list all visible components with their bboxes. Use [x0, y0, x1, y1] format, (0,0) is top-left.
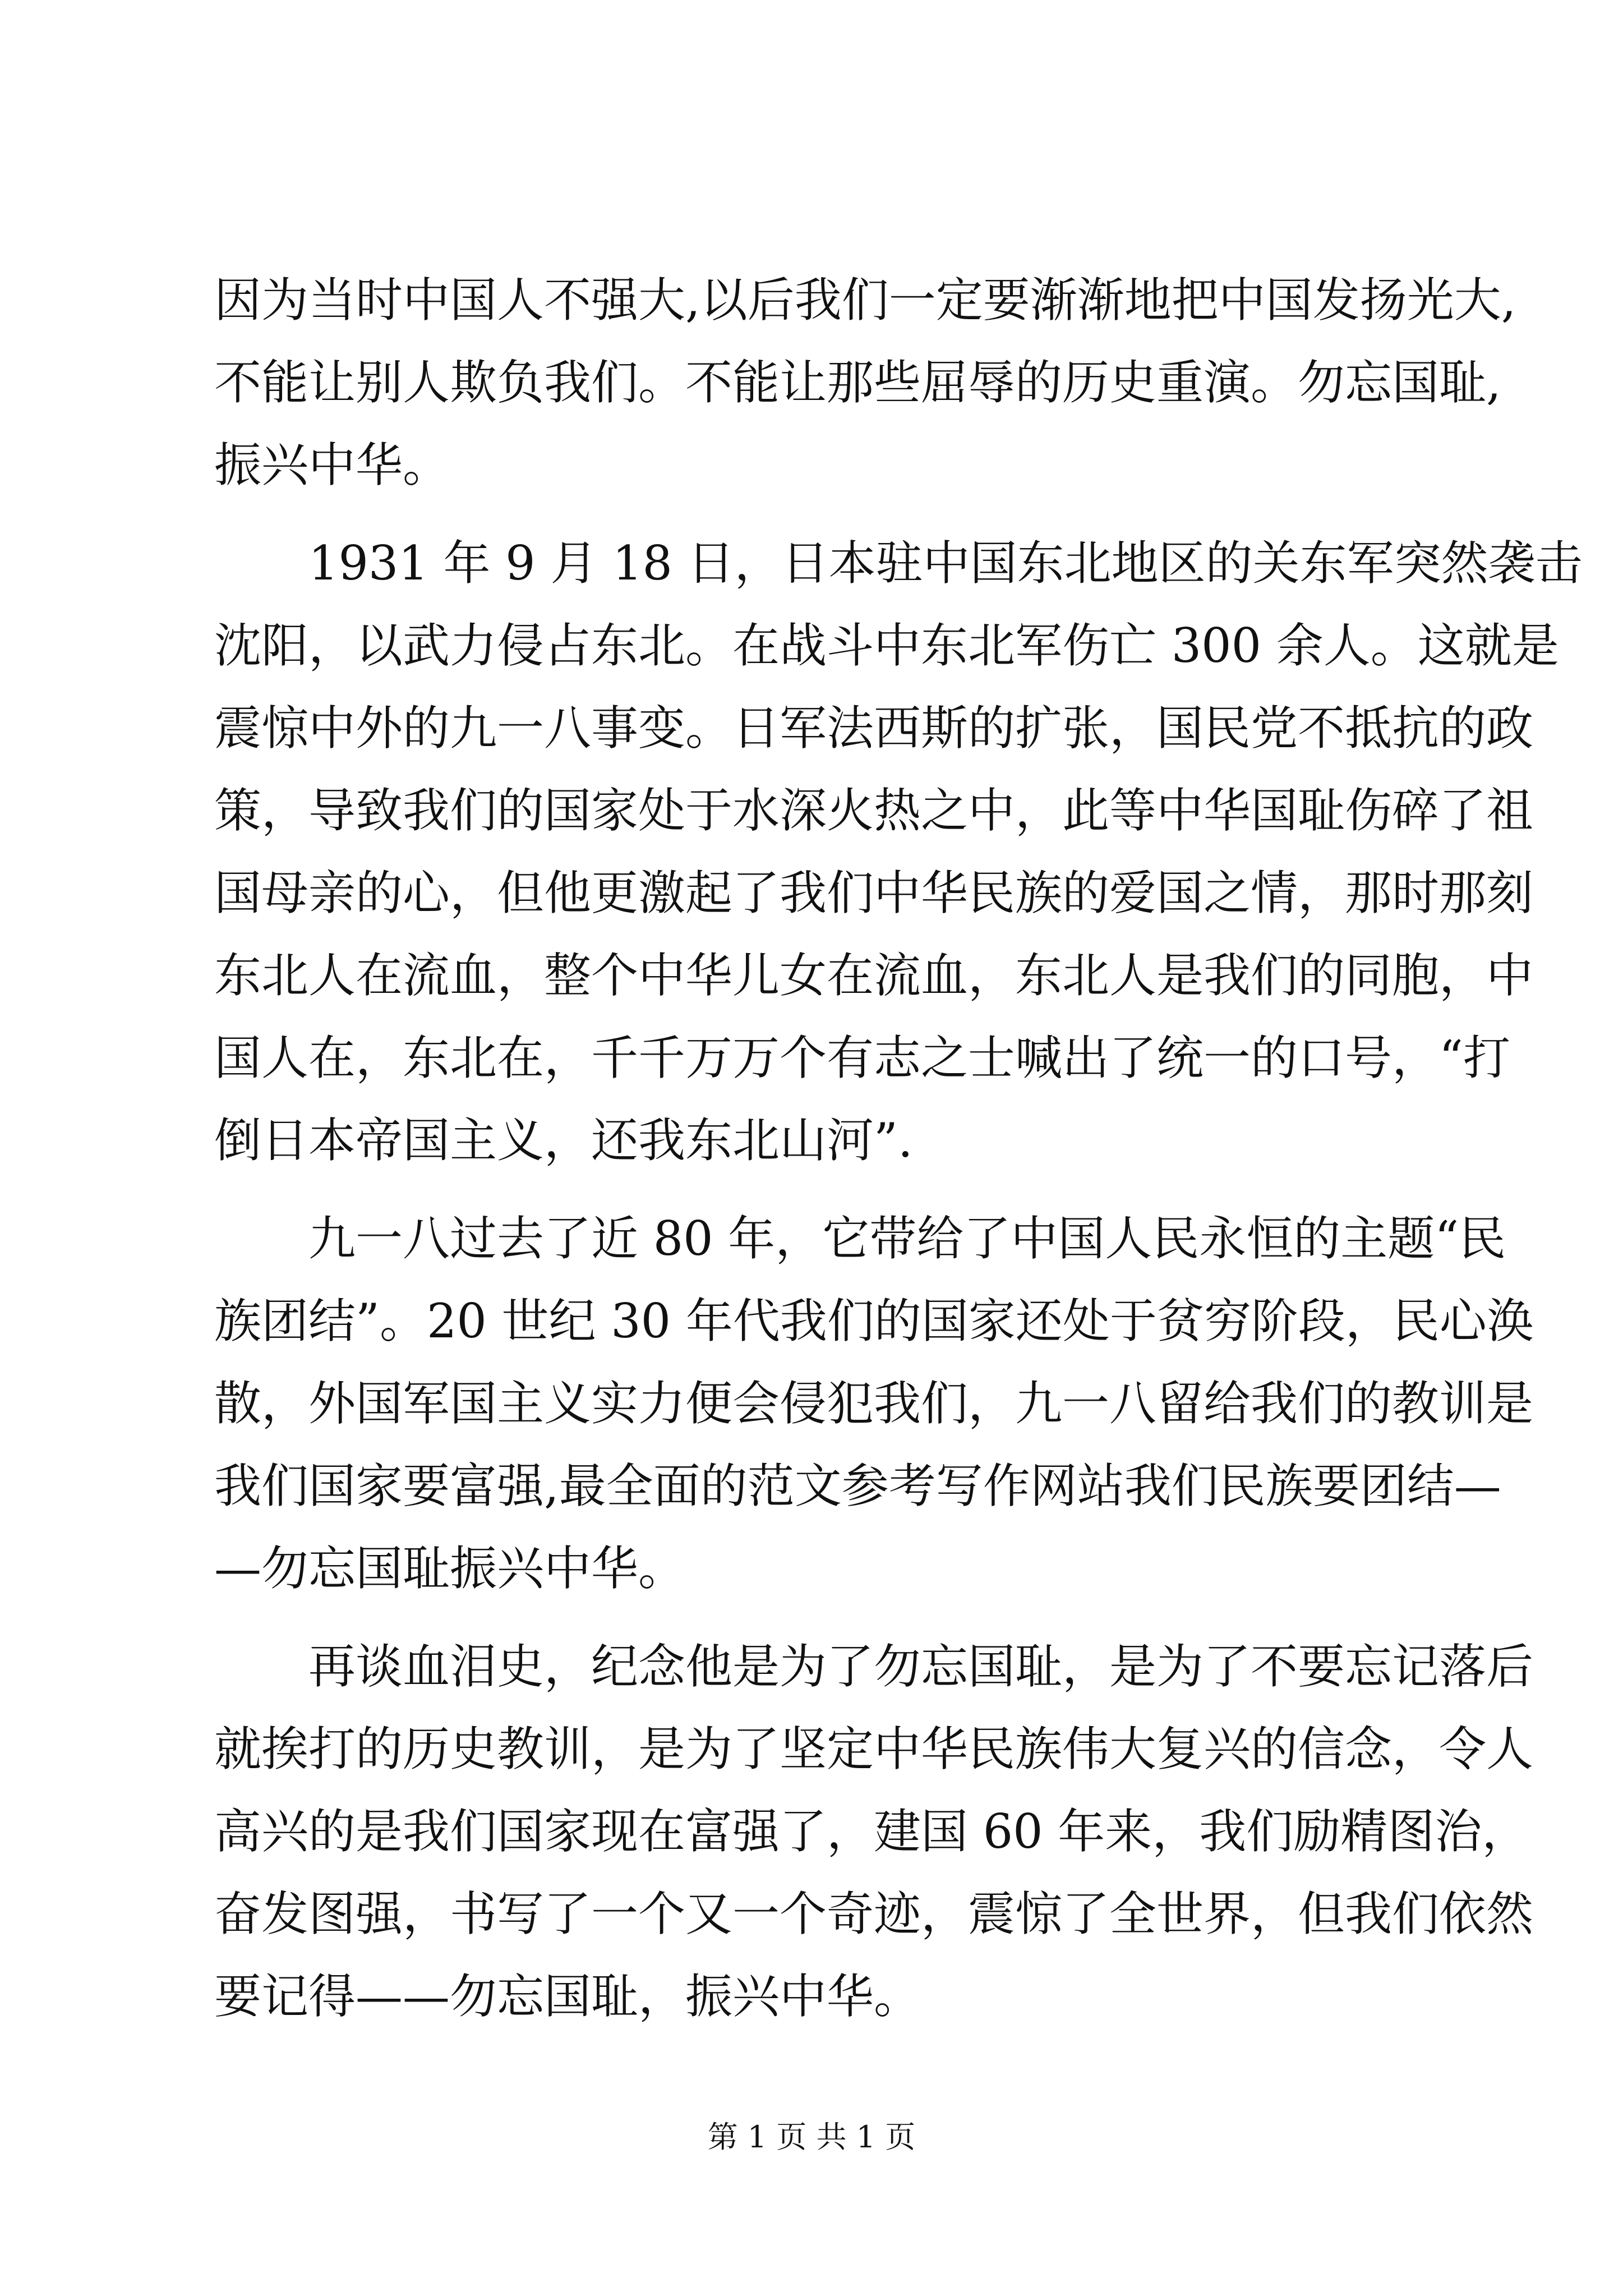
paragraph [214, 259, 1516, 507]
paragraph [214, 1198, 1534, 1610]
text-line: 我们国家要富强,最全面的范文参考写作网站我们民族要团结— [214, 1458, 1501, 1513]
text-line: 不能让别人欺负我们。不能让那些屈辱的历史重演。勿忘国耻, [214, 355, 1501, 410]
text-line: 散，外国军国主义实力便会侵犯我们，九一八留给我们的教训是 [214, 1376, 1534, 1431]
text-line: 要记得——勿忘国耻，振兴中华。 [214, 1969, 921, 2024]
paragraph [214, 1626, 1534, 2038]
text-line: 九一八过去了近 80 年，它带给了中国人民永恒的主题“民 [308, 1211, 1506, 1266]
paragraph [214, 522, 1583, 1182]
page-number-footer: 第 1 页 共 1 页 [707, 2119, 916, 2155]
text-line: 就挨打的历史教训，是为了坚定中华民族伟大复兴的信念，令人 [214, 1722, 1534, 1777]
text-line: 国人在，东北在，千千万万个有志之士喊出了统一的口号，“打 [214, 1030, 1510, 1085]
text-line: 奋发图强，书写了一个又一个奇迹，震惊了全世界，但我们依然 [214, 1887, 1534, 1941]
text-line: 国母亲的心，但他更激起了我们中华民族的爱国之情，那时那刻 [214, 866, 1534, 921]
text-line: 策，导致我们的国家处于水深火热之中，此等中华国耻伤碎了祖 [214, 783, 1534, 838]
text-line: 1931 年 9 月 18 日，日本驻中国东北地区的关东军突然袭击 [308, 536, 1583, 591]
text-line: 沈阳，以武力侵占东北。在战斗中东北军伤亡 300 余人。这就是 [214, 618, 1559, 673]
text-line: 高兴的是我们国家现在富强了，建国 60 年来，我们励精图治， [214, 1804, 1529, 1859]
text-line: 震惊中外的九一八事变。日军法西斯的扩张，国民党不抵抗的政 [214, 701, 1534, 756]
text-line: 再谈血泪史，纪念他是为了勿忘国耻，是为了不要忘记落后 [308, 1639, 1534, 1694]
text-line: 倒日本帝国主义，还我东北山河”. [214, 1113, 913, 1168]
document-body [214, 259, 1583, 2038]
text-line: 振兴中华。 [214, 438, 450, 493]
text-line: 族团结”。20 世纪 30 年代我们的国家还处于贫穷阶段，民心涣 [214, 1294, 1534, 1349]
text-line: 因为当时中国人不强大,以后我们一定要渐渐地把中国发扬光大, [214, 273, 1516, 328]
text-line: —勿忘国耻振兴中华。 [214, 1541, 686, 1596]
text-line: 东北人在流血，整个中华儿女在流血，东北人是我们的同胞，中 [214, 948, 1534, 1003]
